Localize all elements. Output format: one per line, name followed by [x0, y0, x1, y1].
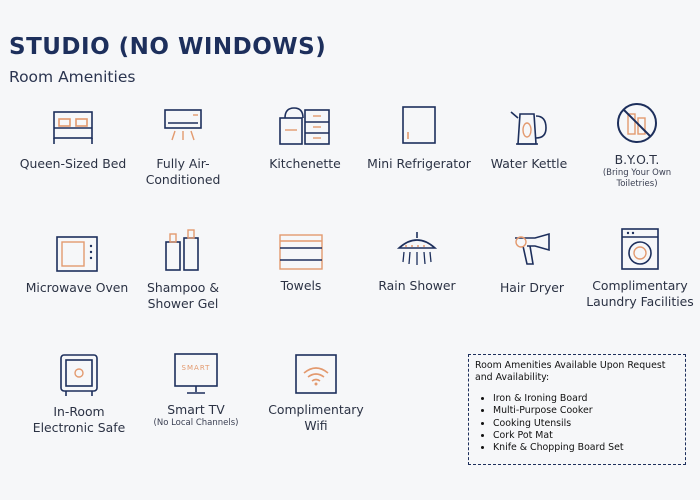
request-amenities-box — [468, 354, 686, 465]
amenity-label: Towels — [280, 278, 322, 293]
amenity-label: Fully Air-Conditioned — [145, 156, 221, 187]
amenity-label: Rain Shower — [378, 278, 456, 293]
microwave-icon — [54, 234, 100, 274]
amenity-label: In-Room Electronic Safe — [32, 404, 126, 435]
amenity-refrigerator — [364, 104, 474, 172]
list-item: • Iron & Ironing Board — [493, 393, 679, 405]
amenity-smart-tv — [141, 352, 251, 429]
amenity-label: Shampoo & Shower Gel — [146, 280, 219, 311]
page-subtitle: Room Amenities — [9, 68, 136, 86]
towels-icon — [278, 232, 324, 272]
page-title: STUDIO (NO WINDOWS) — [9, 34, 327, 60]
amenity-label: Water Kettle — [490, 156, 568, 171]
smart-tv-icon — [173, 352, 219, 396]
kettle-icon — [506, 104, 552, 150]
air-conditioner-icon — [160, 104, 206, 150]
amenity-rain-shower — [362, 230, 472, 294]
amenity-wifi — [261, 352, 371, 434]
amenity-label: Microwave Oven — [25, 280, 129, 295]
amenity-note: (Bring Your Own Toiletries) — [602, 168, 672, 189]
list-item: • Knife & Chopping Board Set — [493, 442, 679, 454]
refrigerator-icon — [396, 104, 442, 150]
amenity-towels — [246, 232, 356, 294]
amenity-label: Hair Dryer — [499, 280, 565, 295]
amenity-label: Complimentary Wifi — [268, 402, 364, 433]
hair-dryer-icon — [509, 228, 555, 274]
bottles-icon — [160, 228, 206, 274]
amenity-safe — [24, 352, 134, 436]
safe-icon — [56, 352, 102, 398]
no-toiletries-icon — [614, 100, 660, 146]
amenity-hair-dryer — [477, 228, 587, 296]
amenity-byot — [582, 100, 692, 190]
rain-shower-icon — [394, 230, 440, 272]
kitchenette-icon — [277, 104, 333, 150]
request-box-heading: Room Amenities Available Upon Request and Availability: — [475, 360, 666, 384]
amenity-label: Kitchenette — [269, 156, 341, 171]
amenity-note: (No Local Channels) — [153, 418, 239, 428]
amenity-air-conditioning — [128, 104, 238, 188]
list-item: • Cooking Utensils — [493, 418, 679, 430]
amenity-label: Mini Refrigerator — [367, 156, 471, 171]
amenity-label: Complimentary Laundry Facilities — [586, 278, 694, 309]
washing-machine-icon — [617, 226, 663, 272]
amenity-label: Queen-Sized Bed — [19, 156, 127, 171]
tv-screen-text: SMART — [181, 364, 211, 372]
amenity-label: Smart TV — [167, 402, 225, 417]
bed-icon — [50, 104, 96, 150]
list-item: • Multi-Purpose Cooker — [493, 405, 679, 417]
amenity-kettle — [474, 104, 584, 172]
amenity-laundry — [585, 226, 695, 310]
request-list — [475, 393, 679, 455]
wifi-icon — [293, 352, 339, 396]
amenity-bed — [18, 104, 128, 172]
amenity-microwave — [22, 234, 132, 296]
list-item: • Cork Pot Mat — [493, 430, 679, 442]
amenity-shampoo — [128, 228, 238, 312]
amenity-label: B.Y.O.T. — [614, 152, 660, 167]
amenity-kitchenette — [250, 104, 360, 172]
